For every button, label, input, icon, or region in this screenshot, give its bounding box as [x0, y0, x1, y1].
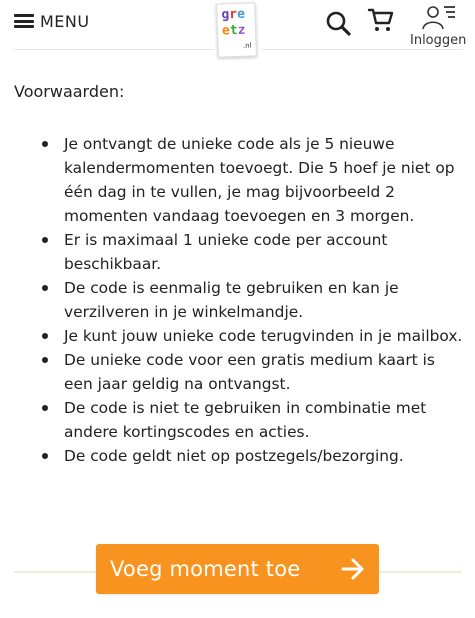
login-label: Inloggen — [410, 33, 467, 48]
logo-line-1: gre — [221, 6, 246, 23]
menu-button[interactable] — [14, 10, 90, 32]
greetz-logo[interactable] — [216, 2, 257, 57]
condition-item: De unieke code voor een gratis medium kaart is een jaar geldig na ontvangst. — [42, 348, 467, 396]
condition-item: Je kunt jouw unieke code terugvinden in je mailbox. — [42, 324, 467, 348]
condition-item: De code is niet te gebruiken in combinatie met andere kortingscodes en acties. — [42, 396, 467, 444]
user-icon — [420, 4, 456, 30]
conditions-list — [42, 132, 467, 468]
condition-item: Er is maximaal 1 unieke code per account beschikbaar. — [42, 228, 467, 276]
condition-item: De code is eenmalig te gebruiken en kan je verzilveren in je winkelmandje. — [42, 276, 467, 324]
login-button[interactable] — [408, 4, 468, 50]
cta-divider-left — [14, 571, 96, 573]
search-icon — [325, 10, 351, 36]
cta-divider-right — [379, 571, 461, 573]
search-button[interactable] — [325, 10, 351, 36]
header-divider-left — [14, 49, 214, 50]
logo-suffix: .nl — [242, 41, 252, 50]
header-divider-right — [262, 49, 462, 50]
logo-line-2: etz — [221, 22, 246, 39]
hamburger-icon — [14, 14, 34, 28]
cart-icon — [366, 6, 394, 34]
site-header — [0, 0, 475, 52]
add-moment-button[interactable] — [96, 544, 379, 594]
add-moment-label: Voeg moment toe — [110, 557, 301, 581]
condition-item: Je ontvangt de unieke code als je 5 nieuwe kalendermomenten toevoegt. Die 5 hoef je niet op één dag in te vullen, je mag bijvoorbeeld 2 momenten vandaag toevoegen en 3 morgen. — [42, 132, 467, 228]
menu-label: MENU — [40, 11, 90, 31]
conditions-title: Voorwaarden: — [14, 82, 125, 101]
cart-button[interactable] — [366, 6, 394, 34]
arrow-right-icon — [341, 558, 365, 580]
condition-item: De code geldt niet op postzegels/bezorging. — [42, 444, 467, 468]
